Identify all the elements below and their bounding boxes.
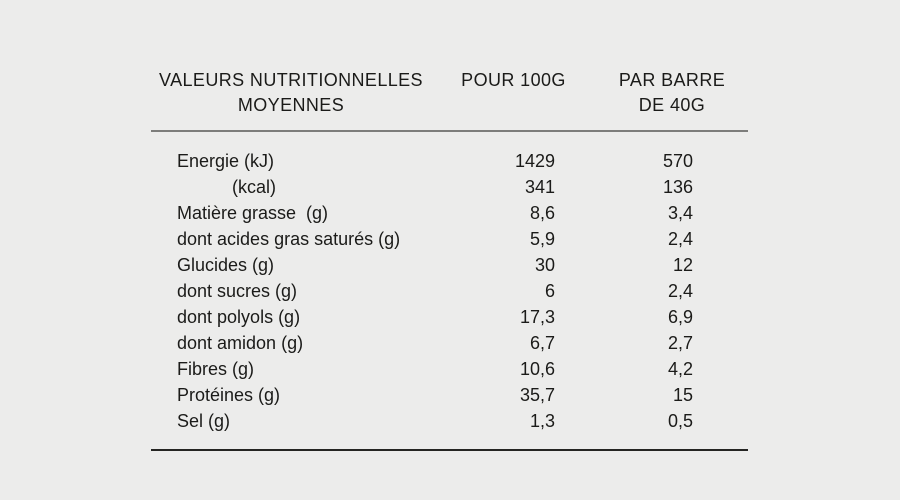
- table-row: [151, 226, 748, 252]
- header-col3-line2: DE 40G: [638, 95, 706, 115]
- row-value-per-100g: 6,7: [529, 333, 555, 353]
- row-value-per-100g: 1429: [514, 151, 555, 171]
- row-value-per-bar: 4,2: [667, 359, 693, 379]
- table-header: [151, 68, 748, 118]
- row-label: dont acides gras saturés (g): [177, 229, 401, 249]
- nutrition-table: [151, 68, 748, 451]
- table-row: [151, 200, 748, 226]
- header-col1-line2: MOYENNES: [237, 95, 345, 115]
- row-value-per-100g: 8,6: [529, 203, 555, 223]
- row-value-per-bar: 12: [672, 255, 693, 275]
- row-value-per-100g: 10,6: [519, 359, 555, 379]
- row-label: Glucides (g): [177, 255, 275, 275]
- row-label: Fibres (g): [177, 359, 255, 379]
- header-col-nutrition-values: [151, 68, 431, 118]
- row-value-per-bar: 0,5: [667, 411, 693, 431]
- table-row: [151, 408, 748, 434]
- header-col-per-100g: POUR 100G: [461, 70, 566, 90]
- row-value-per-100g: 1,3: [529, 411, 555, 431]
- row-value-per-bar: 2,7: [667, 333, 693, 353]
- row-value-per-100g: 17,3: [519, 307, 555, 327]
- row-value-per-100g: 6: [544, 281, 555, 301]
- table-row: [151, 382, 748, 408]
- row-value-per-bar: 2,4: [667, 281, 693, 301]
- row-value-per-bar: 2,4: [667, 229, 693, 249]
- row-label: Energie (kJ): [177, 151, 275, 171]
- row-label: Protéines (g): [177, 385, 281, 405]
- table-row: [151, 356, 748, 382]
- table-body: [151, 132, 748, 434]
- header-col3-line1: PAR BARRE: [618, 70, 726, 90]
- row-value-per-100g: 35,7: [519, 385, 555, 405]
- row-label: dont polyols (g): [177, 307, 301, 327]
- row-value-per-bar: 570: [662, 151, 693, 171]
- table-row: [151, 148, 748, 174]
- table-row: [151, 304, 748, 330]
- row-label: (kcal): [232, 177, 276, 197]
- header-col-per-bar: [596, 68, 748, 118]
- row-value-per-100g: 341: [524, 177, 555, 197]
- row-label: dont sucres (g): [177, 281, 298, 301]
- header-col1-line1: VALEURS NUTRITIONNELLES: [159, 70, 423, 90]
- table-row: [151, 278, 748, 304]
- table-row: [151, 330, 748, 356]
- row-value-per-100g: 30: [534, 255, 555, 275]
- row-label: Matière grasse (g): [177, 203, 329, 223]
- row-value-per-bar: 3,4: [667, 203, 693, 223]
- row-value-per-bar: 136: [662, 177, 693, 197]
- row-value-per-100g: 5,9: [529, 229, 555, 249]
- row-value-per-bar: 15: [672, 385, 693, 405]
- row-value-per-bar: 6,9: [667, 307, 693, 327]
- row-label: Sel (g): [177, 411, 231, 431]
- bottom-divider-line: [151, 449, 748, 451]
- row-label: dont amidon (g): [177, 333, 304, 353]
- table-row: [151, 252, 748, 278]
- table-row: [151, 174, 748, 200]
